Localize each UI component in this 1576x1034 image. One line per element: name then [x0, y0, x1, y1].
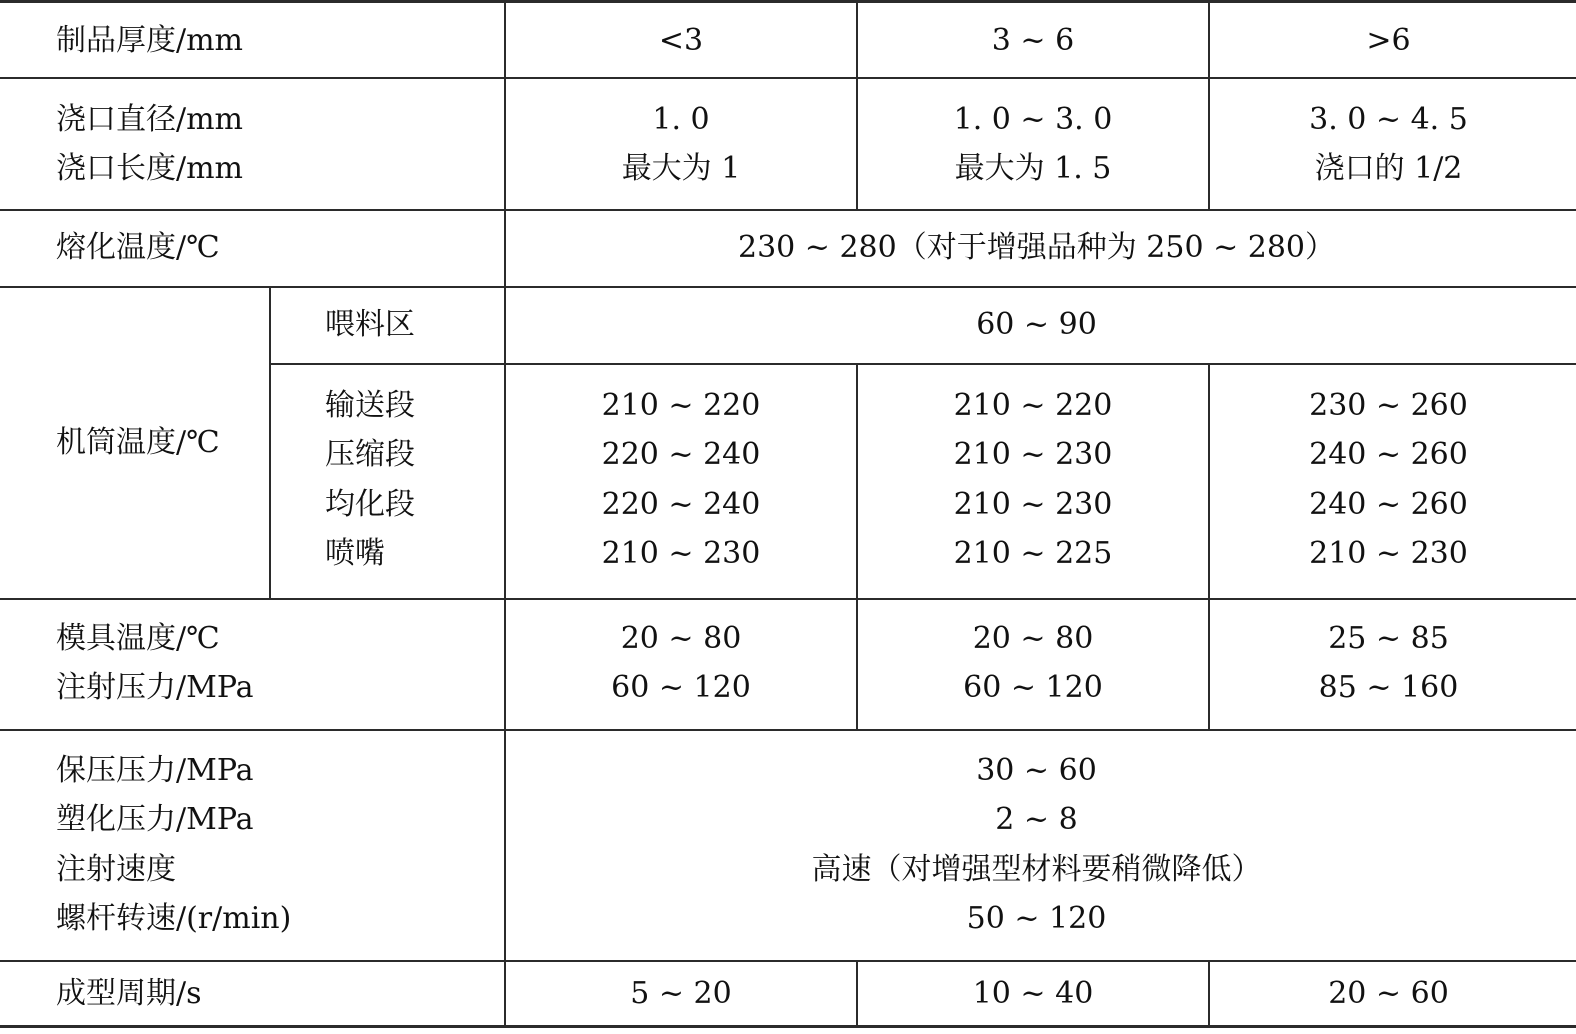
table-cell: 220 ~ 240 [601, 437, 761, 472]
row-label-injection-speed: 注射速度 [56, 852, 176, 887]
table-cell: 5 ~ 20 [630, 976, 732, 1011]
row-divider [270, 363, 1576, 365]
row-label-holding-pressure: 保压压力/MPa [56, 753, 254, 788]
table-top-border [0, 0, 1576, 3]
merged-cell: 230 ~ 280（对于增强品种为 250 ~ 280） [738, 230, 1335, 265]
table-cell: 浇口的 1/2 [1314, 151, 1463, 186]
row-label-barrel-temp: 机筒温度/℃ [56, 425, 220, 460]
row-label-melt-temp: 熔化温度/℃ [56, 230, 220, 265]
merged-cell: 2 ~ 8 [995, 802, 1078, 837]
table-cell: 20 ~ 80 [972, 621, 1094, 656]
col-header-medium: 3 ~ 6 [991, 23, 1075, 58]
row-label-gate-length: 浇口长度/mm [56, 151, 244, 186]
table-cell: 1. 0 [652, 102, 710, 137]
merged-cell: 50 ~ 120 [966, 901, 1107, 936]
table-cell: 220 ~ 240 [601, 487, 761, 522]
table-bottom-border [0, 1025, 1576, 1028]
sub-label-feed-zone: 喂料区 [325, 307, 415, 342]
table-cell: 230 ~ 260 [1309, 388, 1468, 423]
table-cell: 10 ~ 40 [972, 976, 1094, 1011]
row-label-cycle-time: 成型周期/s [56, 976, 202, 1011]
table-cell: 20 ~ 80 [620, 621, 742, 656]
column-divider [269, 287, 271, 599]
row-divider [0, 209, 1576, 211]
table-cell: 3. 0 ~ 4. 5 [1309, 102, 1468, 137]
table-cell: 210 ~ 230 [1309, 536, 1468, 571]
row-divider [0, 960, 1576, 962]
row-divider [0, 598, 1576, 600]
table-cell: 240 ~ 260 [1309, 487, 1468, 522]
col-header-thin: <3 [658, 23, 704, 58]
table-cell: 210 ~ 225 [953, 536, 1113, 571]
row-divider [0, 286, 1576, 288]
row-divider [0, 77, 1576, 79]
row-label-plasticizing-pressure: 塑化压力/MPa [56, 802, 254, 837]
table-cell: 最大为 1 [621, 151, 741, 186]
sub-label-zone: 均化段 [325, 487, 415, 522]
sub-label-zone: 喷嘴 [325, 536, 385, 571]
table-cell: 60 ~ 120 [611, 670, 751, 705]
row-label-screw-speed: 螺杆转速/(r/min) [56, 901, 292, 936]
table-cell: 210 ~ 230 [601, 536, 761, 571]
row-label-injection-pressure: 注射压力/MPa [56, 670, 254, 705]
row-label-gate-diameter: 浇口直径/mm [56, 102, 244, 137]
row-label-thickness: 制品厚度/mm [56, 23, 244, 58]
table-cell: 20 ~ 60 [1328, 976, 1449, 1011]
table-cell: 1. 0 ~ 3. 0 [953, 102, 1113, 137]
merged-cell: 30 ~ 60 [976, 753, 1097, 788]
sub-label-zone: 输送段 [325, 388, 415, 423]
table-cell: 85 ~ 160 [1318, 670, 1459, 705]
table-cell: 最大为 1. 5 [954, 151, 1112, 186]
merged-cell: 60 ~ 90 [976, 307, 1097, 342]
row-divider [0, 729, 1576, 731]
table-cell: 210 ~ 230 [953, 437, 1113, 472]
sub-label-zone: 压缩段 [325, 437, 415, 472]
table-cell: 60 ~ 120 [963, 670, 1103, 705]
table-cell: 210 ~ 220 [953, 388, 1113, 423]
table-cell: 240 ~ 260 [1309, 437, 1468, 472]
table-cell: 25 ~ 85 [1328, 621, 1449, 656]
table-cell: 210 ~ 220 [601, 388, 761, 423]
col-header-thick: >6 [1366, 23, 1411, 58]
merged-cell: 高速（对增强型材料要稍微降低） [811, 852, 1262, 887]
table-cell: 210 ~ 230 [953, 487, 1113, 522]
row-label-mold-temp: 模具温度/℃ [56, 621, 220, 656]
